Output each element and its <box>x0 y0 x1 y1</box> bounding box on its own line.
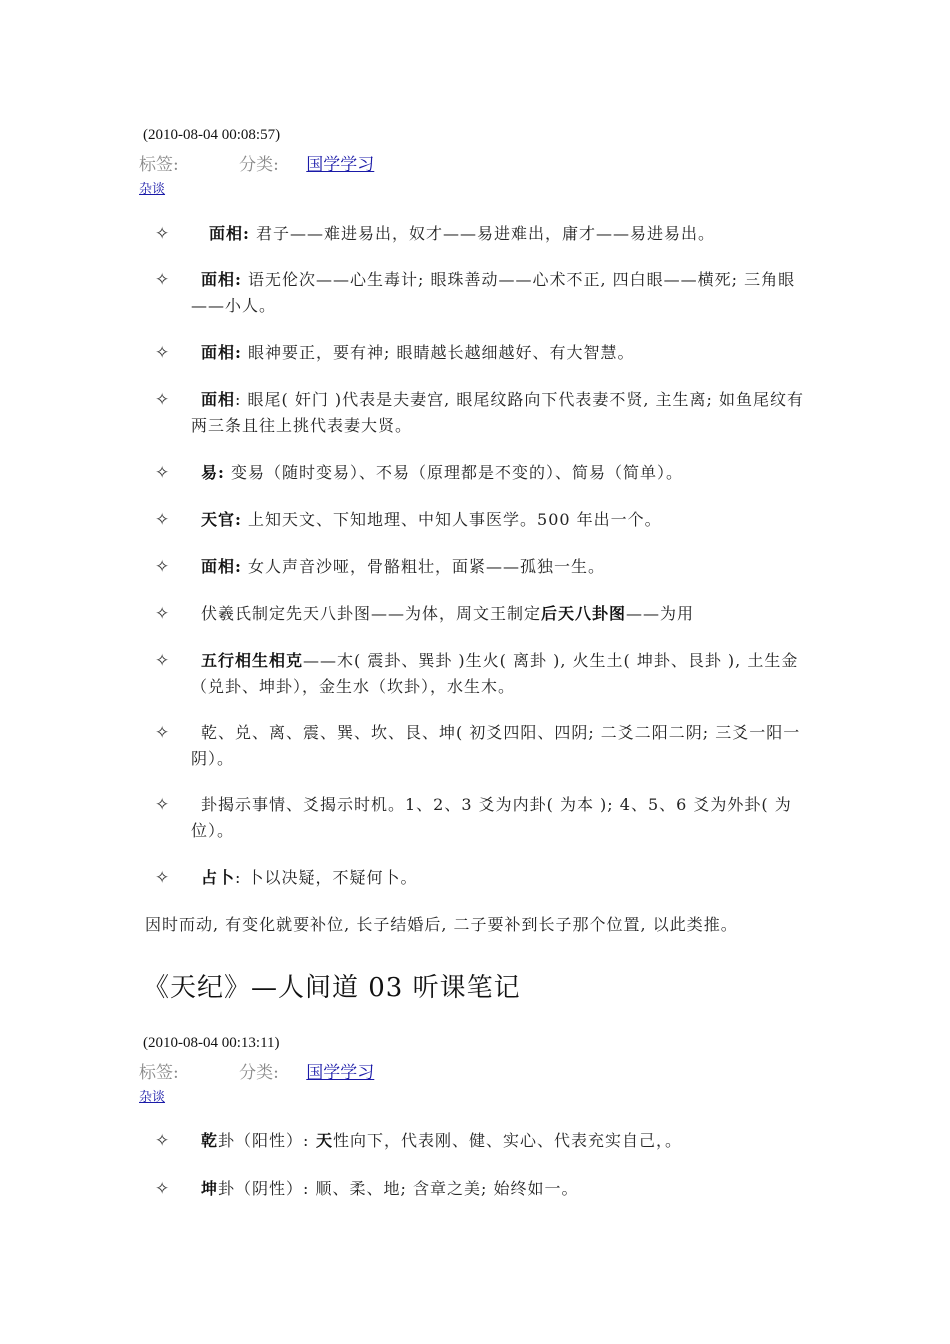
item-text: ——为用 <box>626 604 695 623</box>
list-item <box>155 554 815 580</box>
closing-paragraph: 因时而动, 有变化就要补位, 长子结婚后, 二子要补到长子那个位置, 以此类推。 <box>145 915 738 934</box>
item-text: 眼神要正，要有神; 眼睛越长越细越好、有大智慧。 <box>241 343 635 362</box>
item-keyword: 天官: <box>201 510 242 529</box>
list-item <box>155 460 815 486</box>
bullet-icon: ✧ <box>155 343 171 363</box>
item-keyword: 面相: <box>201 270 242 289</box>
bullet-icon: ✧ <box>155 270 171 290</box>
item-text: 变易（随时变易）、不易（原理都是不变的）、简易（简单）。 <box>224 463 684 482</box>
list-item <box>155 601 815 627</box>
item-keyword: 后天八卦图 <box>541 604 627 623</box>
item-text: 君子——难进易出，奴才——易进难出，庸才——易进易出。 <box>249 224 716 243</box>
post-meta <box>139 150 374 175</box>
item-text: ——木( 震卦、巽卦 )生火( 离卦 ), 火生土( 坤卦、艮卦 ), 土生金（兑卦、坤卦），金生水（坎卦），水生木。 <box>191 651 799 696</box>
tag-link[interactable]: 杂谈 <box>139 1090 166 1105</box>
list-item <box>155 648 815 700</box>
bullet-icon: ✧ <box>155 463 171 483</box>
item-keyword: 五行相生相克 <box>201 651 304 670</box>
item-keyword: 面相: <box>209 224 250 243</box>
category-label: 分类: <box>239 1063 279 1083</box>
list-item <box>155 221 815 247</box>
item-text: 伏羲氏制定先天八卦图——为体，周文王制定 <box>201 604 542 623</box>
item-text: 卦（阴性）: 顺、柔、地; 含章之美; 始终如一。 <box>218 1179 579 1198</box>
bullet-icon: ✧ <box>155 604 171 624</box>
item-keyword: 面相: <box>201 557 242 576</box>
post-date: (2010-08-04 00:13:11) <box>143 1035 280 1051</box>
list-item <box>155 1128 815 1154</box>
list-item <box>155 720 815 772</box>
item-text: 上知天文、下知地理、中知人事医学。500 年出一个。 <box>241 510 662 529</box>
list-item <box>155 865 815 891</box>
item-keyword: 天 <box>309 1131 333 1150</box>
bullet-icon: ✧ <box>155 557 171 577</box>
item-keyword: 面相 <box>201 390 236 409</box>
item-text: 卦揭示事情、爻揭示时机。1、2、3 爻为内卦( 为本 ); 4、5、6 爻为外卦( 为位）。 <box>191 795 792 840</box>
list-item <box>155 1176 815 1202</box>
item-text: : 眼尾( 奸门 )代表是夫妻宫, 眼尾纹路向下代表妻不贤, 主生离; 如鱼尾纹有两三条且往上挑代表妻大贤。 <box>191 390 804 435</box>
item-keyword: 面相: <box>201 343 242 362</box>
item-keyword: 易: <box>201 463 225 482</box>
list-item <box>155 792 815 844</box>
bullet-icon: ✧ <box>155 390 171 410</box>
bullet-icon: ✧ <box>155 795 171 815</box>
item-text: 性向下，代表刚、健、实心、代表充实自己，。 <box>333 1131 683 1150</box>
bullet-icon: ✧ <box>155 1179 171 1199</box>
bullet-icon: ✧ <box>155 868 171 888</box>
item-text: 语无伦次——心生毒计; 眼珠善动——心术不正, 四白眼——横死; 三角眼——小人。 <box>191 270 796 315</box>
list-item <box>155 507 815 533</box>
category-label: 分类: <box>239 155 279 175</box>
tag-label: 标签: <box>139 1063 179 1083</box>
item-text: 卦（阳性）: <box>218 1131 310 1150</box>
tag-link[interactable]: 杂谈 <box>139 182 166 197</box>
bullet-icon: ✧ <box>155 510 171 530</box>
post-title: 《天纪》—人间道 03 听课笔记 <box>143 973 521 1003</box>
bullet-icon: ✧ <box>155 651 171 671</box>
bullet-icon: ✧ <box>155 1131 171 1151</box>
tag-label: 标签: <box>139 155 179 175</box>
bullet-icon: ✧ <box>155 723 171 743</box>
category-link[interactable]: 国学学习 <box>306 155 375 175</box>
item-text: : 卜以决疑，不疑何卜。 <box>235 868 418 887</box>
bullet-icon: ✧ <box>155 224 171 244</box>
category-link[interactable]: 国学学习 <box>306 1063 375 1083</box>
list-item <box>155 340 815 366</box>
item-keyword: 坤 <box>201 1179 219 1198</box>
list-item <box>155 387 815 439</box>
item-text: 乾、兑、离、震、巽、坎、艮、坤( 初爻四阳、四阴; 二爻二阳二阴; 三爻一阳一阴）。 <box>191 723 801 768</box>
item-keyword: 占卜 <box>201 868 236 887</box>
item-text: 女人声音沙哑，骨骼粗壮，面紧——孤独一生。 <box>241 557 606 576</box>
post-date: (2010-08-04 00:08:57) <box>143 127 281 143</box>
item-keyword: 乾 <box>201 1131 219 1150</box>
list-item <box>155 267 815 319</box>
post-meta <box>139 1058 374 1083</box>
